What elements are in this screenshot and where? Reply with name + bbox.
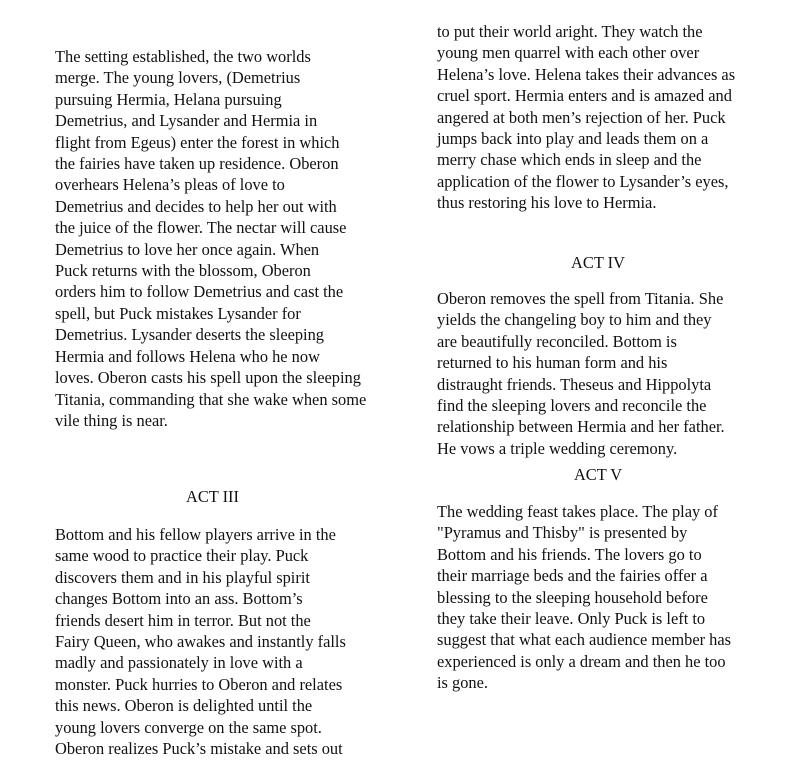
text-line: Demetrius and decides to help her out with (55, 196, 337, 216)
text-line: Hermia and follows Helena who he now (55, 346, 320, 366)
text-line: Demetrius, and Lysander and Hermia in (55, 111, 318, 131)
text-line: the fairies have taken up residence. Oberon (55, 154, 339, 174)
text-line: suggest that what each audience member has (437, 630, 732, 650)
text-line: thus restoring his love to Hermia. (437, 193, 657, 213)
text-line: The setting established, the two worlds (55, 47, 311, 66)
text-line: find the sleeping lovers and reconcile the (437, 396, 707, 416)
text-line: their marriage beds and the fairies offer a (437, 566, 708, 586)
right-paragraph-3 (437, 501, 731, 694)
text-line: cruel sport. Hermia enters and is amazed and (437, 86, 732, 106)
text-line: vile thing is near. (55, 410, 168, 430)
text-line: "Pyramus and Thisby" is presented by (437, 523, 688, 543)
text-line: young lovers converge on the same spot. (55, 717, 322, 737)
text-line: to put their world aright. They watch the (437, 22, 703, 41)
text-line: are beautifully reconciled. Bottom is (437, 331, 677, 351)
text-line: same wood to practice their play. Puck (55, 546, 309, 566)
text-line: Oberon realizes Puck’s mistake and sets out (55, 739, 343, 759)
text-line: is gone. (437, 673, 488, 693)
text-line: yields the changeling boy to him and they (437, 310, 712, 330)
text-line: flight from Egeus) enter the forest in which (55, 132, 340, 152)
text-line: monster. Puck hurries to Oberon and relates (55, 674, 343, 694)
text-line: relationship between Hermia and her father. (437, 417, 725, 437)
heading-act-4: ACT IV (571, 253, 625, 272)
text-line: The wedding feast takes place. The play of (437, 502, 718, 521)
text-line: He vows a triple wedding ceremony. (437, 438, 678, 458)
text-line: Titania, commanding that she wake when some (55, 389, 367, 409)
text-line: returned to his human form and his (437, 353, 668, 373)
text-line: merry chase which ends in sleep and the (437, 150, 702, 170)
text-line: Helena’s love. Helena takes their advances as (437, 64, 736, 84)
text-line: Fairy Queen, who awakes and instantly falls (55, 632, 346, 652)
text-line: Puck returns with the blossom, Oberon (55, 261, 311, 281)
text-line: the juice of the flower. The nectar will cause (55, 218, 347, 238)
text-line: Bottom and his friends. The lovers go to (437, 544, 702, 564)
heading-act-3: ACT III (186, 487, 239, 506)
right-paragraph-1 (437, 21, 735, 214)
text-line: blessing to the sleeping household before (437, 587, 708, 607)
text-line: orders him to follow Demetrius and cast the (55, 282, 344, 302)
text-line: discovers them and in his playful spirit (55, 567, 310, 587)
text-line: spell, but Puck mistakes Lysander for (55, 303, 301, 323)
text-line: application of the flower to Lysander’s eyes, (437, 171, 729, 191)
heading-act-5: ACT V (573, 465, 623, 484)
text-line: overhears Helena’s pleas of love to (55, 175, 285, 195)
left-paragraph-1 (55, 46, 366, 431)
text-line: young men quarrel with each other over (437, 43, 700, 63)
text-line: jumps back into play and leads them on a (437, 129, 709, 149)
text-line: friends desert him in terror. But not the (55, 610, 311, 630)
text-line: this news. Oberon is delighted until the (55, 696, 313, 716)
text-line: they take their leave. Only Puck is left to (437, 609, 706, 629)
text-line: merge. The young lovers, (Demetrius (55, 68, 301, 88)
right-paragraph-2 (437, 288, 725, 459)
text-line: Oberon removes the spell from Titania. She (437, 289, 724, 308)
text-line: distraught friends. Theseus and Hippolyta (437, 374, 712, 394)
text-line: madly and passionately in love with a (55, 653, 303, 673)
text-line: pursuing Hermia, Helana pursuing (55, 89, 282, 109)
text-line: Bottom and his fellow players arrive in the (55, 525, 336, 544)
text-line: Demetrius. Lysander deserts the sleeping (55, 325, 325, 345)
text-line: changes Bottom into an ass. Bottom’s (55, 589, 303, 609)
text-line: Demetrius to love her once again. When (55, 239, 320, 259)
text-line: angered at both men’s rejection of her. Puck (437, 107, 726, 127)
text-line: experienced is only a dream and then he too (437, 651, 726, 671)
left-paragraph-2 (55, 524, 346, 759)
text-line: loves. Oberon casts his spell upon the sleeping (55, 368, 361, 388)
